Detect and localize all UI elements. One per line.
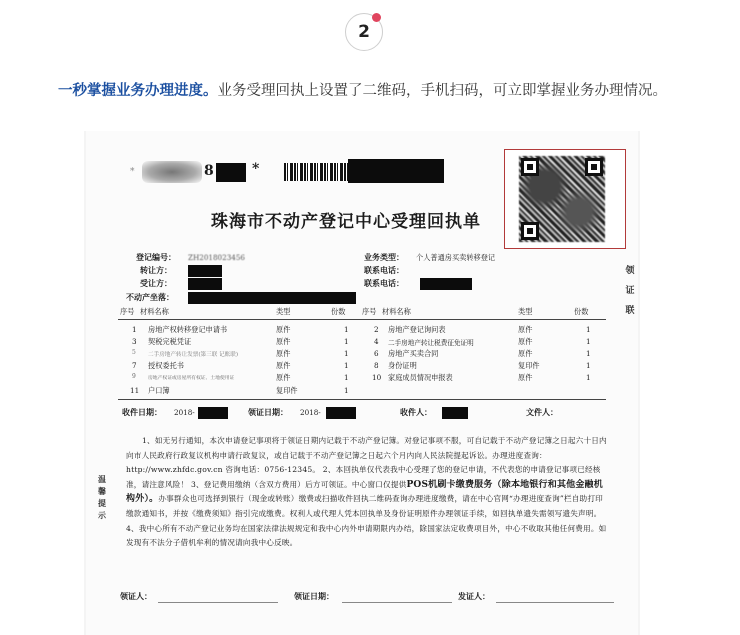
redaction-phone — [420, 278, 472, 290]
document-person-label: 文件人： — [526, 407, 558, 417]
table-cell: 原件 — [518, 373, 533, 382]
table-bottom-rule — [118, 399, 606, 400]
col-name-right: 材料名称 — [382, 307, 411, 316]
table-cell: 授权委托书 — [148, 361, 184, 370]
table-cell: 原件 — [518, 349, 533, 358]
table-cell: 原件 — [518, 325, 533, 334]
notice-bold: POS机刷卡缴费服务（除本地银行和其他金融机构外）。 — [126, 479, 603, 505]
header-code-suffix: * — [252, 161, 260, 177]
table-cell: 5 — [132, 349, 136, 356]
table-cell: 1 — [344, 373, 349, 382]
redaction-pickup-date — [326, 407, 356, 419]
notice-text-1: 1、如无另行通知，本次申请登记事项将于领证日期内记载于不动产登记簿。对登记事项不服，可自记载于不动产登记簿之日起六十日内向市人民政府行政复议机构申请行政复议，或自记载于不动产登记簿之日起六个月内向人民法院提起诉讼。办理进度查询：http://www.zhfdc.gov.cn 咨询电话：0756-12345。 2、本回执单仅代表我中心受理了您的登记申请，不代表您的申请登记事项已经核准，请注意风险！ 3、登记费用缴纳（含双方费用）后方可领证。中心窗口仅提供 — [126, 436, 607, 489]
col-name-left: 材料名称 — [140, 307, 169, 316]
col-no-left: 序号 — [120, 307, 135, 316]
table-cell: 9 — [132, 373, 136, 380]
table-cell: 1 — [586, 325, 591, 334]
table-cell: 原件 — [276, 373, 291, 382]
redaction-property — [188, 292, 356, 304]
pickup-person-label: 领证人： — [120, 591, 152, 601]
badge-dot-icon — [372, 13, 381, 22]
table-cell: 房地产权转移登记申请书 — [148, 325, 228, 334]
redaction-transferor — [188, 265, 222, 277]
table-cell: 原件 — [518, 337, 533, 346]
sign-pickup-date-label: 领证日期： — [294, 591, 334, 601]
table-cell: 1 — [586, 337, 591, 346]
table-cell: 复印件 — [518, 361, 540, 370]
table-cell: 1 — [344, 361, 349, 370]
receive-date-year: 2018- — [174, 408, 195, 417]
table-cell: 11 — [130, 386, 140, 395]
table-cell: 1 — [586, 373, 591, 382]
table-cell: 原件 — [276, 337, 291, 346]
transferor-label: 转让方： — [140, 265, 172, 275]
table-cell: 房地产权证或房屋所有权证、土地使用证 — [148, 376, 235, 381]
intro-highlight: 一秒掌握业务办理进度。 — [58, 83, 218, 99]
biz-type-label: 业务类型： — [364, 252, 404, 262]
header-code-prefix: * — [130, 167, 135, 177]
issuer-line — [496, 602, 614, 603]
redaction-transferee — [188, 278, 222, 290]
table-cell: 房地产买卖合同 — [388, 349, 439, 358]
intro-paragraph — [24, 77, 714, 105]
pickup-date-label: 领证日期： — [248, 407, 288, 417]
notice-paragraph — [126, 434, 610, 551]
table-cell: 家庭成员情况申报表 — [388, 373, 453, 382]
biz-type-value: 个人普通房买卖转移登记 — [416, 253, 496, 262]
receipt-image — [84, 131, 640, 635]
qr-finder-icon — [521, 158, 539, 176]
side-pickup-label: 领证联 — [625, 266, 635, 316]
table-cell: 1 — [586, 361, 591, 370]
qr-finder-icon — [585, 158, 603, 176]
table-cell: 1 — [344, 337, 349, 346]
pickup-date-year: 2018- — [300, 408, 321, 417]
col-count-left: 份数 — [331, 307, 346, 316]
phone-label-1: 联系电话： — [364, 265, 404, 275]
table-cell: 二手房地产转让发票(第三联 记账联) — [148, 352, 239, 358]
table-cell: 1 — [132, 325, 137, 334]
table-cell: 8 — [374, 361, 379, 370]
phone-label-2: 联系电话： — [364, 278, 404, 288]
header-code-mid: 8 — [204, 163, 214, 179]
table-cell: 2 — [374, 325, 379, 334]
table-cell: 原件 — [276, 349, 291, 358]
step-number: 2 — [358, 22, 370, 42]
redaction-header-1 — [216, 163, 246, 182]
table-cell: 1 — [344, 349, 349, 358]
table-cell: 1 — [344, 325, 349, 334]
property-label: 不动产坐落： — [126, 292, 174, 302]
table-cell: 10 — [372, 373, 382, 382]
table-cell: 复印件 — [276, 386, 298, 395]
col-no-right: 序号 — [362, 307, 377, 316]
table-cell: 房地产登记询问表 — [388, 325, 446, 334]
table-header-rule — [118, 319, 606, 320]
table-cell: 7 — [132, 361, 137, 370]
col-type-right: 类型 — [518, 307, 533, 316]
notice-text-2: 办事群众也可选择到银行（现金或转账）缴费或扫描收件回执二维码查询办理进度缴费，请在中心官网“办理进度查询”栏自助打印缴款通知书，并按《缴费须知》指引完成缴费。权利人或代理人凭本回执单及身份证明原件办理领证手续，如回执单遗失需领写遗失声明。 4、我中心所有不动产登记业务均在国家法律法规规定和我中心内外申请期限内办结，除国家法定收费项目外，中心不收取其他任何费用。如发现有不法分子借机牟利的情况请向我中心反映。 — [126, 494, 607, 548]
transferee-label: 受让方： — [140, 278, 172, 288]
table-cell: 户口簿 — [148, 386, 170, 395]
table-cell: 4 — [374, 337, 379, 346]
table-cell: 契税完税凭证 — [148, 337, 192, 346]
intro-text: 业务受理回执上设置了二维码，手机扫码，可立即掌握业务办理情况。 — [217, 83, 667, 99]
reg-no-label: 登记编号： — [136, 252, 176, 262]
qr-finder-icon — [521, 222, 539, 240]
table-cell: 原件 — [276, 325, 291, 334]
reg-no-value: ZH2018023456 — [188, 253, 245, 262]
table-cell: 1 — [586, 349, 591, 358]
table-cell: 3 — [132, 337, 137, 346]
table-cell: 1 — [344, 386, 349, 395]
receipt-paper — [86, 131, 638, 635]
issuer-label: 发证人： — [458, 591, 490, 601]
redaction-receiver — [442, 407, 468, 419]
col-count-right: 份数 — [574, 307, 589, 316]
header-code-blur — [142, 161, 202, 183]
pickup-date-line — [342, 602, 452, 603]
table-cell: 身份证明 — [388, 361, 417, 370]
redaction-receive-date — [198, 407, 228, 419]
col-type-left: 类型 — [276, 307, 291, 316]
receipt-title: 珠海市不动产登记中心受理回执单 — [211, 212, 481, 232]
table-cell: 6 — [374, 349, 379, 358]
table-cell: 原件 — [276, 361, 291, 370]
receive-date-label: 收件日期： — [122, 407, 162, 417]
side-notice-label: 温馨提示 — [98, 474, 106, 520]
table-cell: 二手房地产转让税费征免证明 — [388, 339, 474, 347]
redaction-barcode — [348, 159, 444, 183]
pickup-person-line — [158, 602, 278, 603]
receiver-label: 收件人： — [400, 407, 432, 417]
qr-code-frame — [504, 149, 626, 249]
